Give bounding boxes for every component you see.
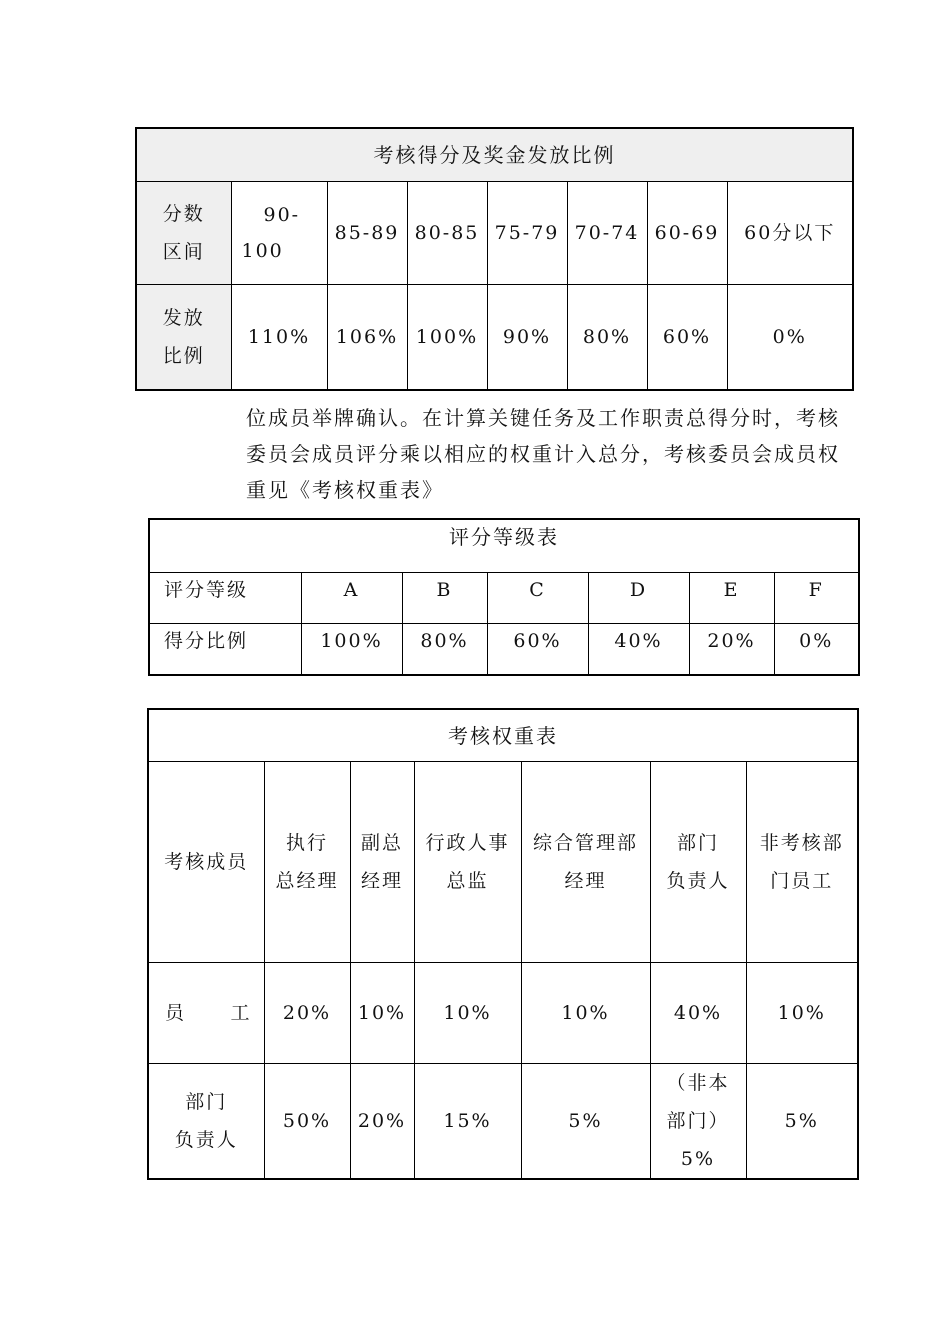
range-cell: 70-74 xyxy=(567,182,647,285)
weight-table-title: 考核权重表 xyxy=(148,709,858,762)
score-cell: 40% xyxy=(588,624,689,676)
weight-cell: 10% xyxy=(414,963,521,1064)
ratio-cell: 106% xyxy=(327,285,407,391)
score-cell: 80% xyxy=(402,624,487,676)
weight-cell: 5% xyxy=(746,1064,858,1180)
grade-cell: F xyxy=(774,573,859,624)
body-paragraph xyxy=(246,400,856,508)
column-header xyxy=(414,762,521,963)
column-header-line1: 行政人事 xyxy=(425,832,510,854)
range-cell: 80-85 xyxy=(407,182,487,285)
member-header: 考核成员 xyxy=(148,762,264,963)
weight-cell-special xyxy=(650,1064,746,1180)
payout-ratio-label-line2: 比例 xyxy=(162,345,205,367)
paragraph-line: 重见《考核权重表》 xyxy=(246,478,444,502)
payout-ratio-label xyxy=(136,285,231,391)
score-ratio-label: 得分比例 xyxy=(149,624,301,676)
ratio-cell: 110% xyxy=(231,285,327,391)
weight-cell: 10% xyxy=(521,963,650,1064)
column-header-line2: 总监 xyxy=(446,870,489,892)
ratio-cell: 90% xyxy=(487,285,567,391)
grade-label: 评分等级 xyxy=(149,573,301,624)
row-label-dept-head-line2: 负责人 xyxy=(174,1129,238,1151)
column-header-line2: 经理 xyxy=(360,870,403,892)
weight-special-line3: 5% xyxy=(680,1148,716,1170)
row-label-staff-part1: 员 xyxy=(165,1002,187,1024)
weight-table xyxy=(147,708,859,1180)
range-cell xyxy=(231,182,327,285)
weight-cell: 15% xyxy=(414,1064,521,1180)
row-label-staff-part2: 工 xyxy=(230,1002,252,1024)
ratio-cell: 0% xyxy=(727,285,853,391)
weight-special-line1: （非本 xyxy=(666,1072,730,1094)
range-cell-line1: 90- xyxy=(263,204,301,226)
range-cell: 60分以下 xyxy=(727,182,853,285)
range-cell: 75-79 xyxy=(487,182,567,285)
score-cell: 60% xyxy=(487,624,588,676)
ratio-cell: 80% xyxy=(567,285,647,391)
column-header-line1: 综合管理部 xyxy=(532,832,638,854)
bonus-table-title: 考核得分及奖金发放比例 xyxy=(136,128,853,182)
column-header-line2: 总经理 xyxy=(275,870,339,892)
grade-cell: C xyxy=(487,573,588,624)
weight-cell: 20% xyxy=(350,1064,414,1180)
grade-cell: B xyxy=(402,573,487,624)
column-header-line1: 部门 xyxy=(676,832,719,854)
grade-cell: A xyxy=(301,573,402,624)
column-header-line2: 门员工 xyxy=(770,870,834,892)
column-header-line1: 非考核部 xyxy=(759,832,844,854)
range-cell: 60-69 xyxy=(647,182,727,285)
paragraph-line: 位成员举牌确认。在计算关键任务及工作职责总得分时，考核 xyxy=(246,406,840,430)
paragraph-line: 委员会成员评分乘以相应的权重计入总分，考核委员会成员权 xyxy=(246,442,840,466)
column-header-line1: 副总 xyxy=(360,832,403,854)
column-header xyxy=(746,762,858,963)
column-header xyxy=(264,762,350,963)
row-label-dept-head-line1: 部门 xyxy=(185,1091,228,1113)
column-header-line2: 负责人 xyxy=(666,870,730,892)
column-header-line2: 经理 xyxy=(564,870,607,892)
score-range-label xyxy=(136,182,231,285)
grade-cell: D xyxy=(588,573,689,624)
column-header xyxy=(521,762,650,963)
weight-cell: 40% xyxy=(650,963,746,1064)
column-header xyxy=(650,762,746,963)
range-cell: 85-89 xyxy=(327,182,407,285)
score-cell: 100% xyxy=(301,624,402,676)
weight-cell: 10% xyxy=(746,963,858,1064)
score-cell: 20% xyxy=(689,624,774,676)
weight-special-line2: 部门） xyxy=(666,1110,730,1132)
grade-table-title: 评分等级表 xyxy=(149,519,859,573)
weight-cell: 5% xyxy=(521,1064,650,1180)
weight-cell: 50% xyxy=(264,1064,350,1180)
row-label-dept-head xyxy=(148,1064,264,1180)
column-header xyxy=(350,762,414,963)
column-header-line1: 执行 xyxy=(285,832,328,854)
weight-cell: 20% xyxy=(264,963,350,1064)
range-cell-line2: 100 xyxy=(241,240,284,262)
grade-table xyxy=(148,518,860,676)
bonus-ratio-table xyxy=(135,127,854,391)
weight-cell: 10% xyxy=(350,963,414,1064)
payout-ratio-label-line1: 发放 xyxy=(162,307,205,329)
row-label-staff xyxy=(148,963,264,1064)
score-range-label-line1: 分数 xyxy=(162,203,205,225)
score-range-label-line2: 区间 xyxy=(162,241,205,263)
grade-cell: E xyxy=(689,573,774,624)
ratio-cell: 60% xyxy=(647,285,727,391)
score-cell: 0% xyxy=(774,624,859,676)
ratio-cell: 100% xyxy=(407,285,487,391)
